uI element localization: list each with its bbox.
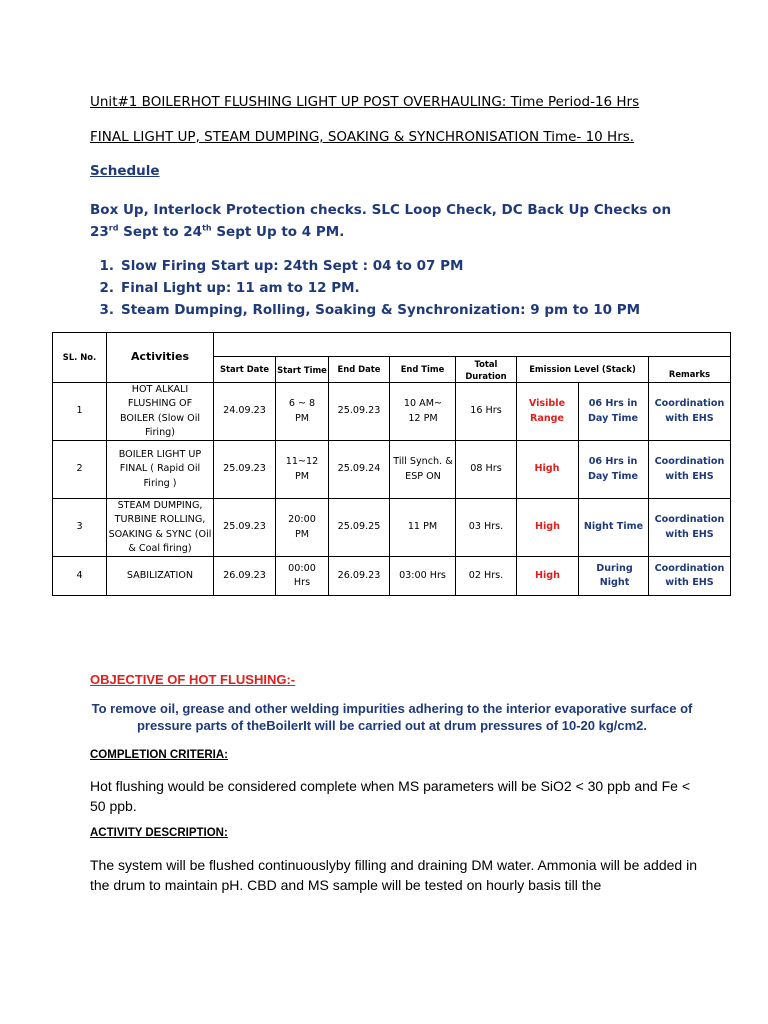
step-text: Steam Dumping, Rolling, Soaking & Synchronization: 9 pm to 10 PM bbox=[121, 302, 641, 318]
schedule-heading: Schedule bbox=[90, 163, 160, 179]
schedule-steps-list bbox=[90, 255, 640, 321]
step-number: 2. bbox=[99, 280, 114, 296]
row4-end-date: 26.09.23 bbox=[337, 569, 381, 581]
row2-remarks: Coordination with EHS bbox=[654, 456, 725, 482]
row1-emission-level: Visible Range bbox=[528, 398, 566, 424]
row3-start-date: 25.09.23 bbox=[223, 521, 266, 533]
row2-activity: BOILER LIGHT UP FINAL ( Rapid Oil Firing ) bbox=[118, 448, 202, 489]
row2-start-date: 25.09.23 bbox=[223, 463, 266, 475]
boxup-part1: Box Up, Interlock Protection checks. SLC Loop Check, DC Back Up Checks on 23 bbox=[90, 202, 672, 240]
row1-emission-time: 06 Hrs in Day Time bbox=[587, 398, 639, 424]
row2-end-date: 25.09.24 bbox=[337, 463, 381, 475]
row4-duration: 02 Hrs. bbox=[468, 569, 504, 581]
row3-emission-level: High bbox=[534, 521, 560, 533]
row1-activity: HOT ALKALI FLUSHING OF BOILER (Slow Oil Firing) bbox=[119, 383, 201, 438]
title-line-1: Unit#1 BOILERHOT FLUSHING LIGHT UP POST OVERHAULING: Time Period-16 Hrs bbox=[90, 94, 640, 110]
header-total-duration: Total Duration bbox=[465, 358, 507, 381]
title-line-2: FINAL LIGHT UP, STEAM DUMPING, SOAKING & SYNCHRONISATION Time- 10 Hrs. bbox=[90, 129, 635, 145]
boxup-part3: Sept Up to 4 PM. bbox=[211, 224, 345, 240]
row3-duration: 03 Hrs. bbox=[468, 521, 504, 533]
header-activities: Activities bbox=[130, 350, 190, 364]
row2-end-time: Till Synch. & ESP ON bbox=[393, 456, 453, 482]
header-sl-no: SL. No. bbox=[62, 352, 97, 363]
header-start-date: Start Date bbox=[219, 364, 270, 375]
row4-emission-level: High bbox=[534, 569, 560, 581]
header-end-date: End Date bbox=[337, 364, 381, 375]
row2-start-time: 11~12 PM bbox=[285, 456, 319, 482]
row1-start-time: 6 ~ 8 PM bbox=[288, 398, 316, 424]
header-end-time: End Time bbox=[400, 364, 445, 375]
list-item bbox=[90, 277, 640, 299]
row3-end-time: 11 PM bbox=[407, 521, 438, 533]
header-emission-level: Emission Level (Stack) bbox=[529, 364, 636, 375]
row2-emission-level: High bbox=[534, 463, 560, 475]
step-number: 3. bbox=[99, 302, 114, 318]
completion-criteria-heading: COMPLETION CRITERIA: bbox=[90, 749, 228, 761]
activity-description-text: The system will be flushed continuouslyby filling and draining DM water. Ammonia will be added in the drum to maintain pH. CBD and MS sample will be tested on hourly basis till the bbox=[90, 857, 697, 893]
row2-emission-time: 06 Hrs in Day Time bbox=[587, 456, 639, 482]
list-item bbox=[90, 255, 640, 277]
schedule-table bbox=[52, 332, 731, 596]
row4-start-date: 26.09.23 bbox=[223, 569, 266, 581]
boxup-part2: Sept to 24 bbox=[118, 224, 203, 240]
row3-emission-time: Night Time bbox=[583, 521, 644, 533]
boxup-paragraph bbox=[90, 199, 690, 243]
activity-description-heading: ACTIVITY DESCRIPTION: bbox=[90, 827, 228, 839]
completion-criteria-text: Hot flushing would be considered complete when MS parameters will be SiO2 < 30 ppb and Fe < 50 ppb. bbox=[90, 778, 691, 814]
row1-end-time: 10 AM~ 12 PM bbox=[403, 398, 443, 424]
row1-remarks: Coordination with EHS bbox=[654, 398, 725, 424]
row1-start-date: 24.09.23 bbox=[223, 405, 266, 417]
header-remarks: Remarks bbox=[668, 368, 711, 379]
row2-sl: 2 bbox=[76, 463, 83, 475]
row4-end-time: 03:00 Hrs bbox=[399, 569, 446, 581]
header-start-time: Start Time bbox=[277, 364, 327, 375]
row3-end-date: 25.09.25 bbox=[337, 521, 381, 533]
row1-end-date: 25.09.23 bbox=[337, 405, 381, 417]
row3-activity: STEAM DUMPING, TURBINE ROLLING, SOAKING & SYNC (Oil & Coal firing) bbox=[108, 499, 212, 554]
boxup-sup1: rd bbox=[108, 223, 119, 233]
list-item bbox=[90, 299, 640, 321]
row4-activity: SABILIZATION bbox=[126, 569, 194, 581]
objective-text: To remove oil, grease and other welding impurities adhering to the interior evaporative surface of pressure parts of theBoilerIt will be carried out at drum pressures of 10-20 kg/cm2. bbox=[91, 701, 693, 733]
row3-remarks: Coordination with EHS bbox=[654, 514, 725, 540]
step-text: Slow Firing Start up: 24th Sept : 04 to 07 PM bbox=[121, 258, 464, 274]
row4-sl: 4 bbox=[76, 569, 83, 581]
row4-emission-time: During Night bbox=[596, 562, 633, 588]
row3-start-time: 20:00 PM bbox=[288, 514, 316, 540]
row3-sl: 3 bbox=[76, 521, 83, 533]
step-number: 1. bbox=[99, 258, 114, 274]
step-text: Final Light up: 11 am to 12 PM. bbox=[121, 280, 360, 296]
boxup-sup2: th bbox=[202, 223, 212, 233]
row1-sl: 1 bbox=[76, 405, 83, 417]
row1-duration: 16 Hrs bbox=[470, 405, 502, 417]
objective-heading: OBJECTIVE OF HOT FLUSHING:- bbox=[90, 672, 296, 687]
row4-start-time: 00:00 Hrs bbox=[288, 562, 316, 588]
row4-remarks: Coordination with EHS bbox=[654, 562, 725, 588]
row2-duration: 08 Hrs bbox=[470, 463, 502, 475]
